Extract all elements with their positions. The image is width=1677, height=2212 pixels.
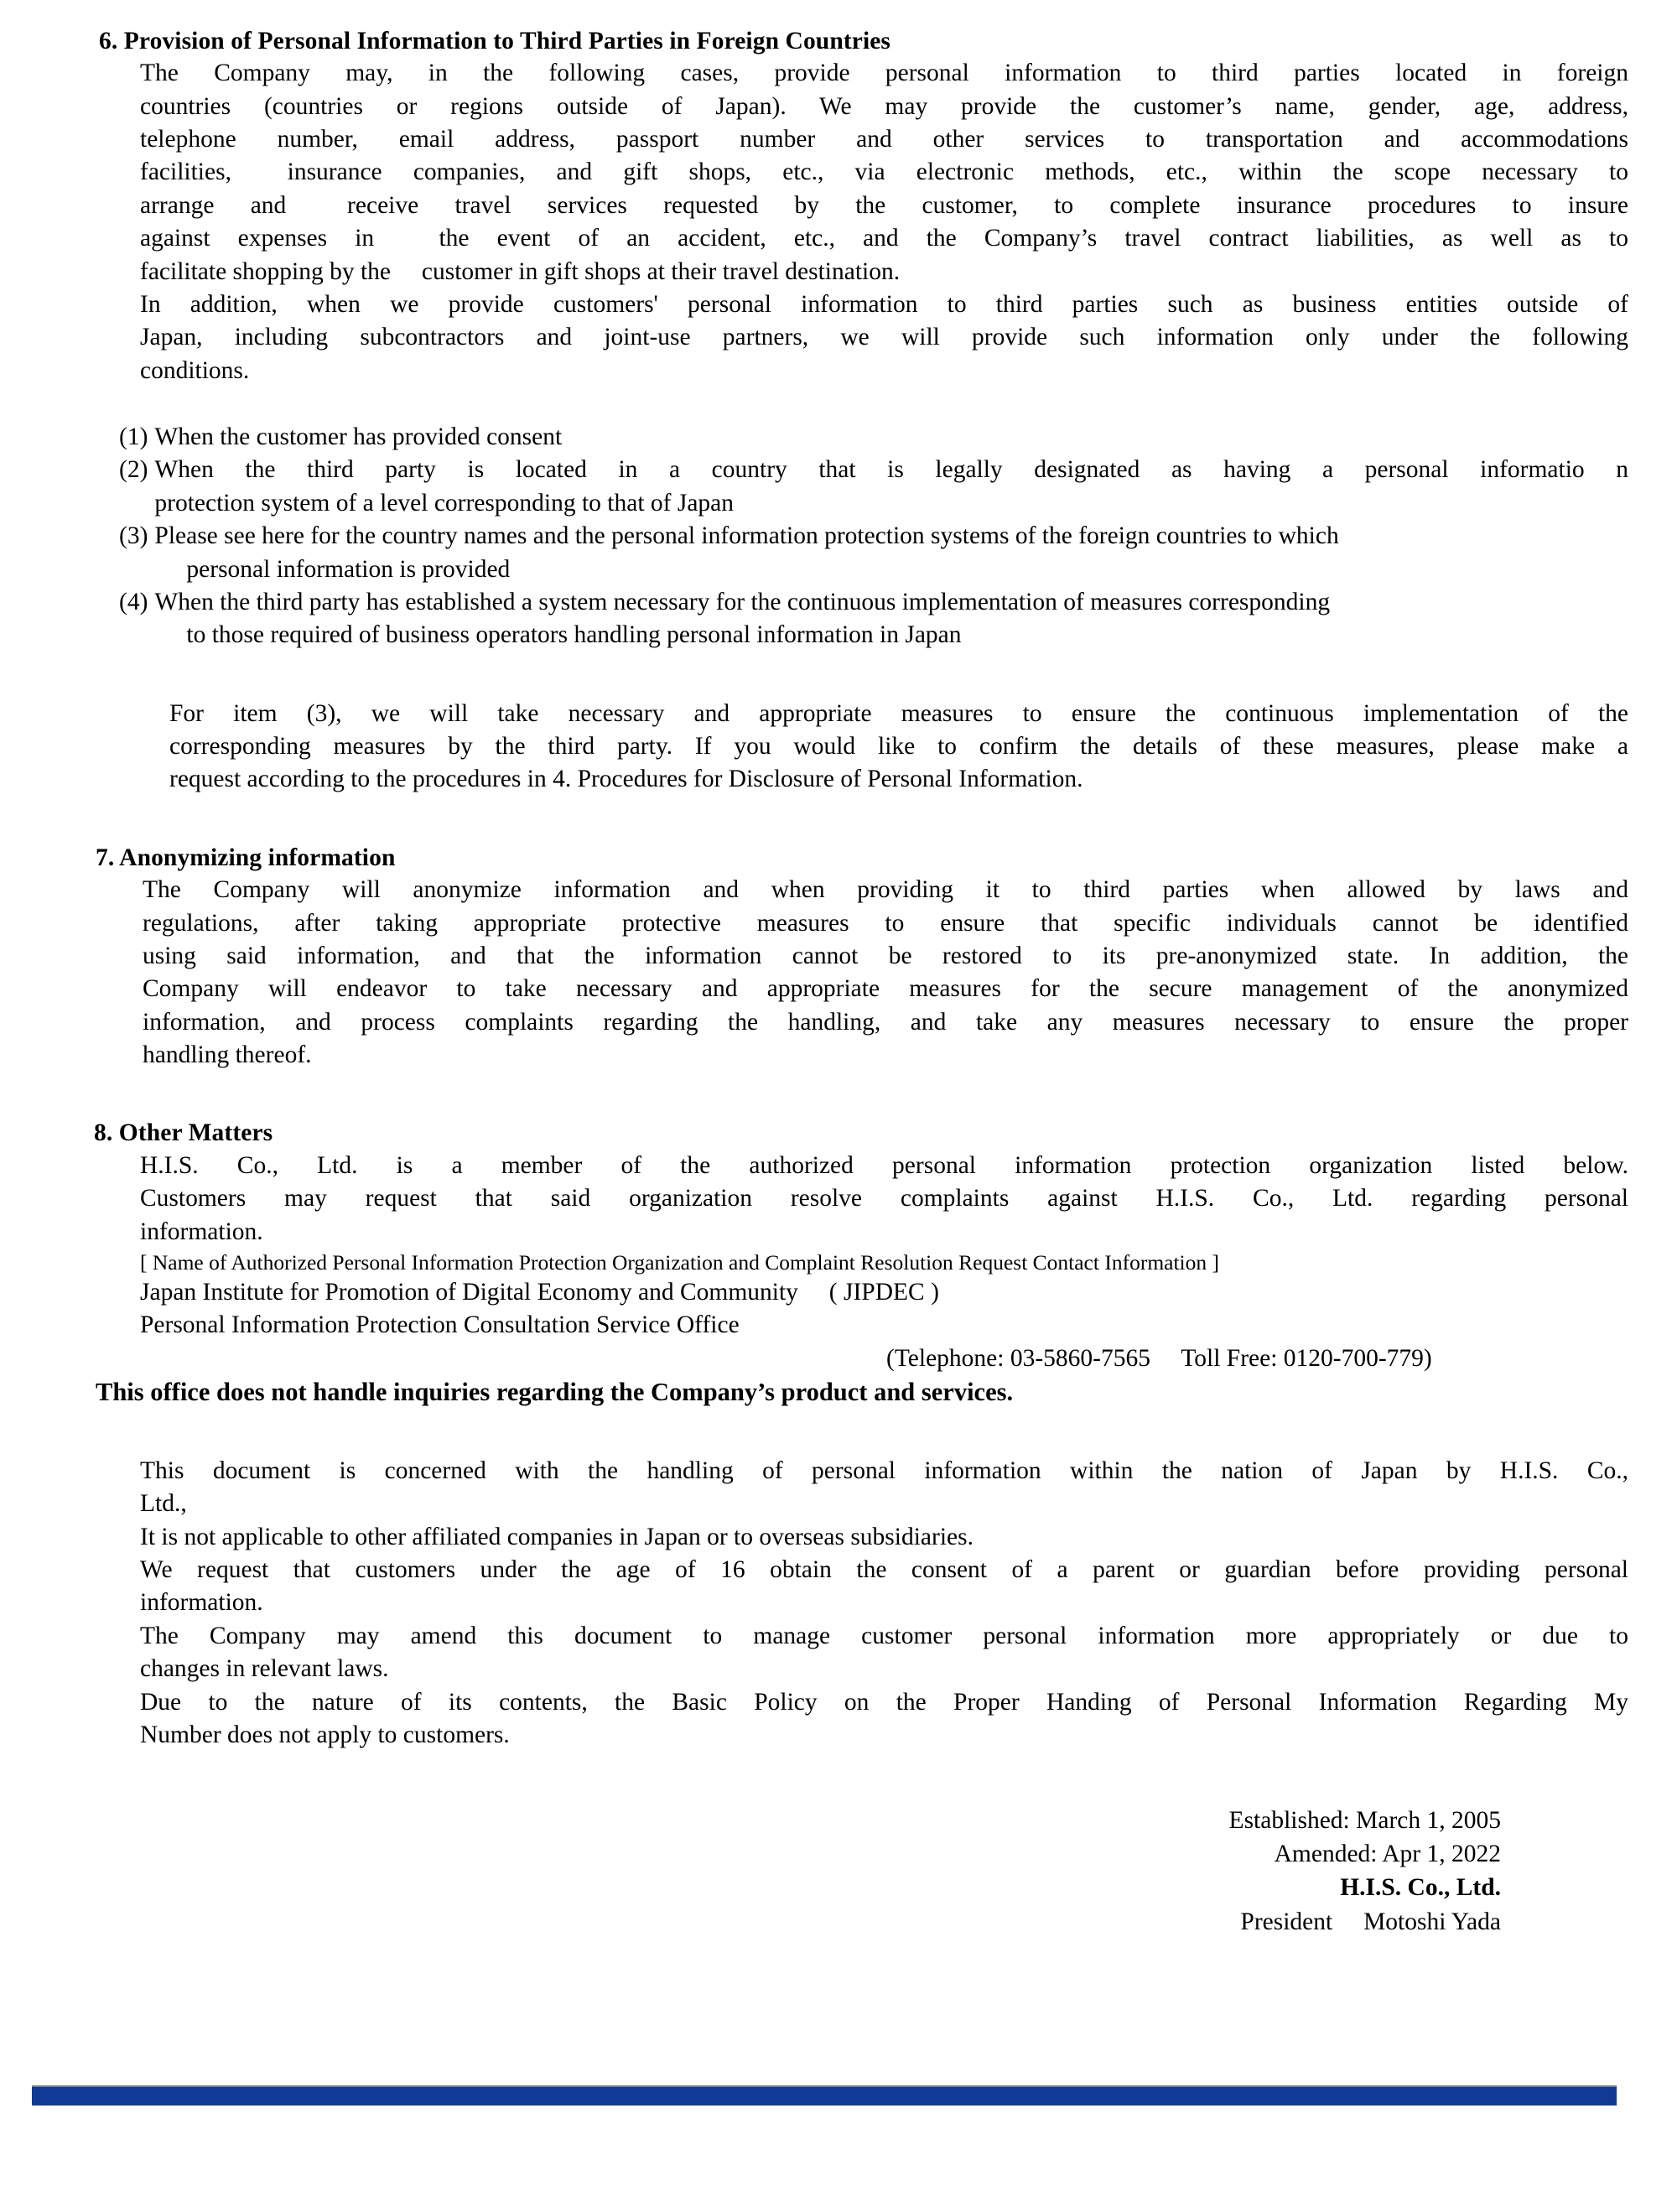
section-6-line: In addition, when we provide customers' personal information to third parties such as business entities outside of (140, 290, 1628, 318)
section-8-closing (52, 1455, 1628, 1752)
section-8-intro-line: H.I.S. Co., Ltd. is a member of the authorized personal information protection organization listed below. (140, 1151, 1628, 1179)
spacer (52, 387, 1628, 421)
section-6-line: conditions. (140, 356, 250, 384)
section-6-line: The Company may, in the following cases, provide personal information to third parties located in foreign (140, 60, 1628, 87)
company-name: H.I.S. Co., Ltd. (1340, 1874, 1501, 1902)
section-8-intro-line: information. (140, 1218, 263, 1245)
section-6-line: arrange and receive travel services requested by the customer, to complete insurance procedures to insure (140, 191, 1628, 219)
office-scope-notice: This office does not handle inquiries regarding the Company’s product and services. (96, 1378, 1014, 1407)
section-8-closing-line: Ltd., (140, 1490, 187, 1518)
signature-block (52, 1804, 1628, 1938)
list-item-text: When the customer has provided consent (154, 423, 563, 451)
list-item (119, 421, 1628, 454)
list-item-line: personal information is provided (186, 555, 511, 583)
list-item-number: (4) (119, 588, 148, 615)
list-item-text (154, 454, 1628, 520)
section-6-line: against expenses in the event of an accident, etc., and the Company’s travel contract liabilities, as well as to (140, 225, 1628, 252)
section-6-heading: 6. Provision of Personal Information to Third Parties in Foreign Countries (99, 28, 891, 55)
section-6-line: facilitate shopping by the customer in gift shops at their travel destination. (140, 257, 901, 285)
section-8-closing-line: It is not applicable to other affiliated companies in Japan or to overseas subsidiaries. (140, 1523, 973, 1550)
spacer (52, 1410, 1628, 1455)
established-date: Established: March 1, 2005 (1228, 1807, 1501, 1835)
section-8-intro (52, 1150, 1628, 1342)
section-6-paragraph (52, 57, 1628, 387)
section-8-closing-line: We request that customers under the age of 16 obtain the consent of a parent or guardian before providing personal (140, 1556, 1628, 1583)
section-7-line: information, and process complaints regarding the handling, and take any measures necessary to ensure the proper (143, 1008, 1628, 1036)
list-item-line: Please see here for the country names and the personal information protection systems of the foreign countries to which (154, 522, 1339, 550)
section-8-closing-line: The Company may amend this document to manage customer personal information more appropriately or due to (140, 1622, 1628, 1649)
section-8-closing-line: This document is concerned with the handling of personal information within the nation of Japan by H.I.S. Co., (140, 1456, 1628, 1484)
list-item-number: (2) (119, 456, 148, 484)
section-7-heading: 7. Anonymizing information (96, 844, 396, 871)
president-name: President Motoshi Yada (1240, 1908, 1501, 1935)
list-item-text (154, 520, 1628, 586)
section-8-closing-line: Due to the nature of its contents, the Basic Policy on the Proper Handing of Personal Information Regarding My (140, 1688, 1628, 1716)
document-body (52, 25, 1628, 1939)
spacer (52, 652, 1628, 698)
list-item-line: When the third party has established a system necessary for the continuous implementation of measures corresponding (154, 588, 1331, 615)
authorized-org-name: Japan Institute for Promotion of Digital Economy and Community ( JIPDEC ) (140, 1279, 939, 1306)
list-item-text (154, 586, 1628, 652)
list-item (119, 520, 1628, 586)
consultation-office-name: Personal Information Protection Consultation Service Office (140, 1311, 740, 1339)
section-7-paragraph (52, 874, 1628, 1072)
section-7-line: using said information, and that the information cannot be restored to its pre-anonymized state. In addition, the (143, 942, 1628, 969)
section-8-heading: 8. Other Matters (94, 1119, 273, 1147)
section-6-closing-line: request according to the procedures in 4. Procedures for Disclosure of Personal Information. (169, 766, 1083, 793)
telephone-line: (Telephone: 03-5860-7565 Toll Free: 0120-700-779) (886, 1344, 1432, 1372)
section-7-line: The Company will anonymize information and when providing it to third parties when allowed by laws and (143, 876, 1628, 904)
list-item-number: (1) (119, 423, 148, 451)
list-item (119, 454, 1628, 520)
list-item-number: (3) (119, 522, 148, 550)
section-6-line: telephone number, email address, passport number and other services to transportation and accommodations (140, 126, 1628, 153)
section-6-closing (52, 698, 1628, 797)
list-item-line: protection system of a level corresponding to that of Japan (154, 489, 735, 517)
amended-date: Amended: Apr 1, 2022 (1274, 1841, 1501, 1868)
section-6-line: countries (countries or regions outside of Japan). We may provide the customer’s name, gender, age, address, (140, 92, 1628, 120)
list-item-line: When the third party is located in a country that is legally designated as having a personal informatio n (154, 456, 1628, 484)
footer-accent-bar (32, 2085, 1617, 2106)
section-6-list (52, 421, 1628, 652)
list-item-line: to those required of business operators handling personal information in Japan (186, 621, 962, 649)
spacer (52, 1072, 1628, 1117)
section-7-line: regulations, after taking appropriate protective measures to ensure that specific individuals cannot be identified (143, 909, 1628, 937)
spacer (52, 797, 1628, 842)
section-6-closing-line: For item (3), we will take necessary and appropriate measures to ensure the continuous implementation of the (169, 699, 1628, 727)
section-8-intro-line: Customers may request that said organization resolve complaints against H.I.S. Co., Ltd. regarding personal (140, 1185, 1628, 1212)
section-6-line: facilities, insurance companies, and gift shops, etc., via electronic methods, etc., within the scope necessary to (140, 158, 1628, 186)
section-7-line: handling thereof. (143, 1041, 312, 1069)
section-7-line: Company will endeavor to take necessary and appropriate measures for the secure management of the anonymized (143, 975, 1628, 1003)
section-8-closing-line: Number does not apply to customers. (140, 1721, 510, 1748)
list-item (119, 586, 1628, 652)
section-8-closing-line: information. (140, 1589, 263, 1617)
section-6-line: Japan, including subcontractors and joint-use partners, we will provide such information only under the following (140, 324, 1628, 351)
section-8-closing-line: changes in relevant laws. (140, 1655, 389, 1683)
section-6-closing-line: corresponding measures by the third party. If you would like to confirm the details of these measures, please make a (169, 733, 1628, 761)
authorized-org-bracket-line: [ Name of Authorized Personal Information Protection Organization and Complaint Resolution Request Contact Information ] (140, 1249, 1220, 1275)
